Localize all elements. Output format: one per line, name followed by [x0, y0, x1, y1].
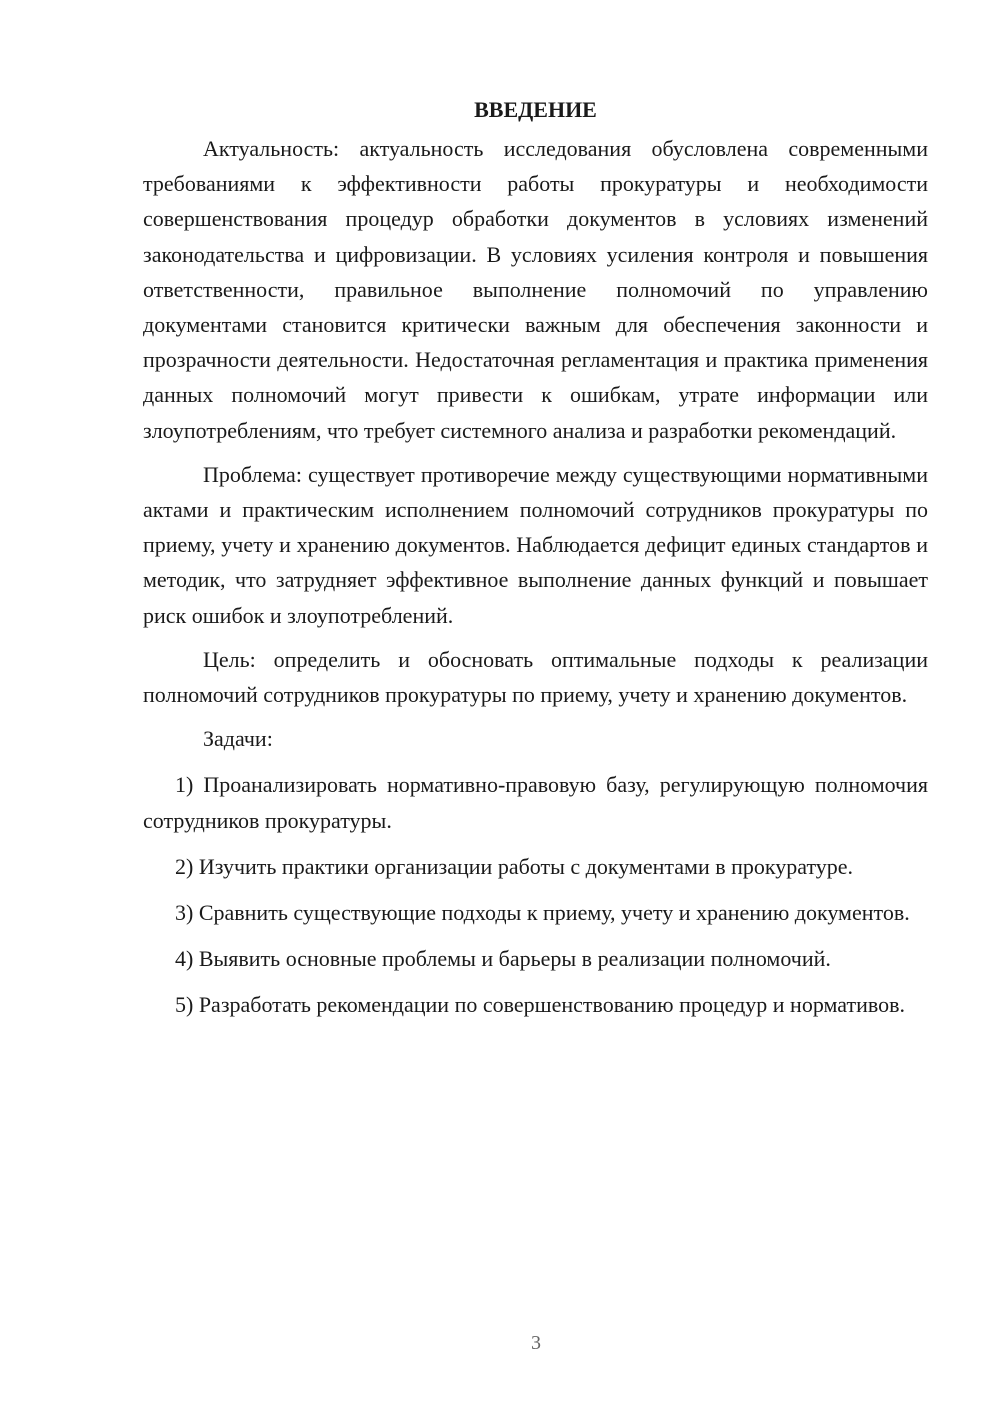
- tasks-heading: Задачи:: [203, 726, 273, 752]
- paragraph-goal: Цель: определить и обосновать оптимальные подходы к реализации полномочий сотрудников прокуратуры по приему, учету и хранению документов.: [143, 646, 928, 708]
- task-item-5: 5) Разработать рекомендации по совершенствованию процедур и нормативов.: [175, 992, 905, 1018]
- document-page: [143, 92, 928, 1034]
- task-item-4: 4) Выявить основные проблемы и барьеры в реализации полномочий.: [175, 946, 831, 972]
- task-item-3: 3) Сравнить существующие подходы к приему, учету и хранению документов.: [175, 900, 910, 926]
- task-item-1: 1) Проанализировать нормативно-правовую базу, регулирующую полномочия сотрудников прокуратуры.: [143, 772, 928, 833]
- task-item-2: 2) Изучить практики организации работы с документами в прокуратуре.: [175, 853, 854, 879]
- paragraph-relevance: Актуальность: актуальность исследования обусловлена современными требованиями к эффективности работы прокуратуры и необходимости совершенствования процедур обработки документов в условиях изменений законодательства и цифровизации. В условиях усиления контроля и повышения ответственности, правильное выполнение полномочий по управлению документами становится критически важным для обеспечения законности и прозрачности деятельности. Недостаточная регламентация и практика применения данных полномочий могут привести к ошибкам, утрате информации или злоупотреблениям, что требует системного анализа и разработки рекомендаций.: [143, 136, 928, 443]
- paragraph-problem: Проблема: существует противоречие между существующими нормативными актами и практическим исполнением полномочий сотрудников прокуратуры по приему, учету и хранению документов. Наблюдается дефицит единых стандартов и методик, что затрудняет эффективное выполнение данных функций и повышает риск ошибок и злоупотреблений.: [143, 461, 928, 628]
- page-number: 3: [531, 1332, 541, 1354]
- section-title: ВВЕДЕНИЕ: [474, 97, 597, 122]
